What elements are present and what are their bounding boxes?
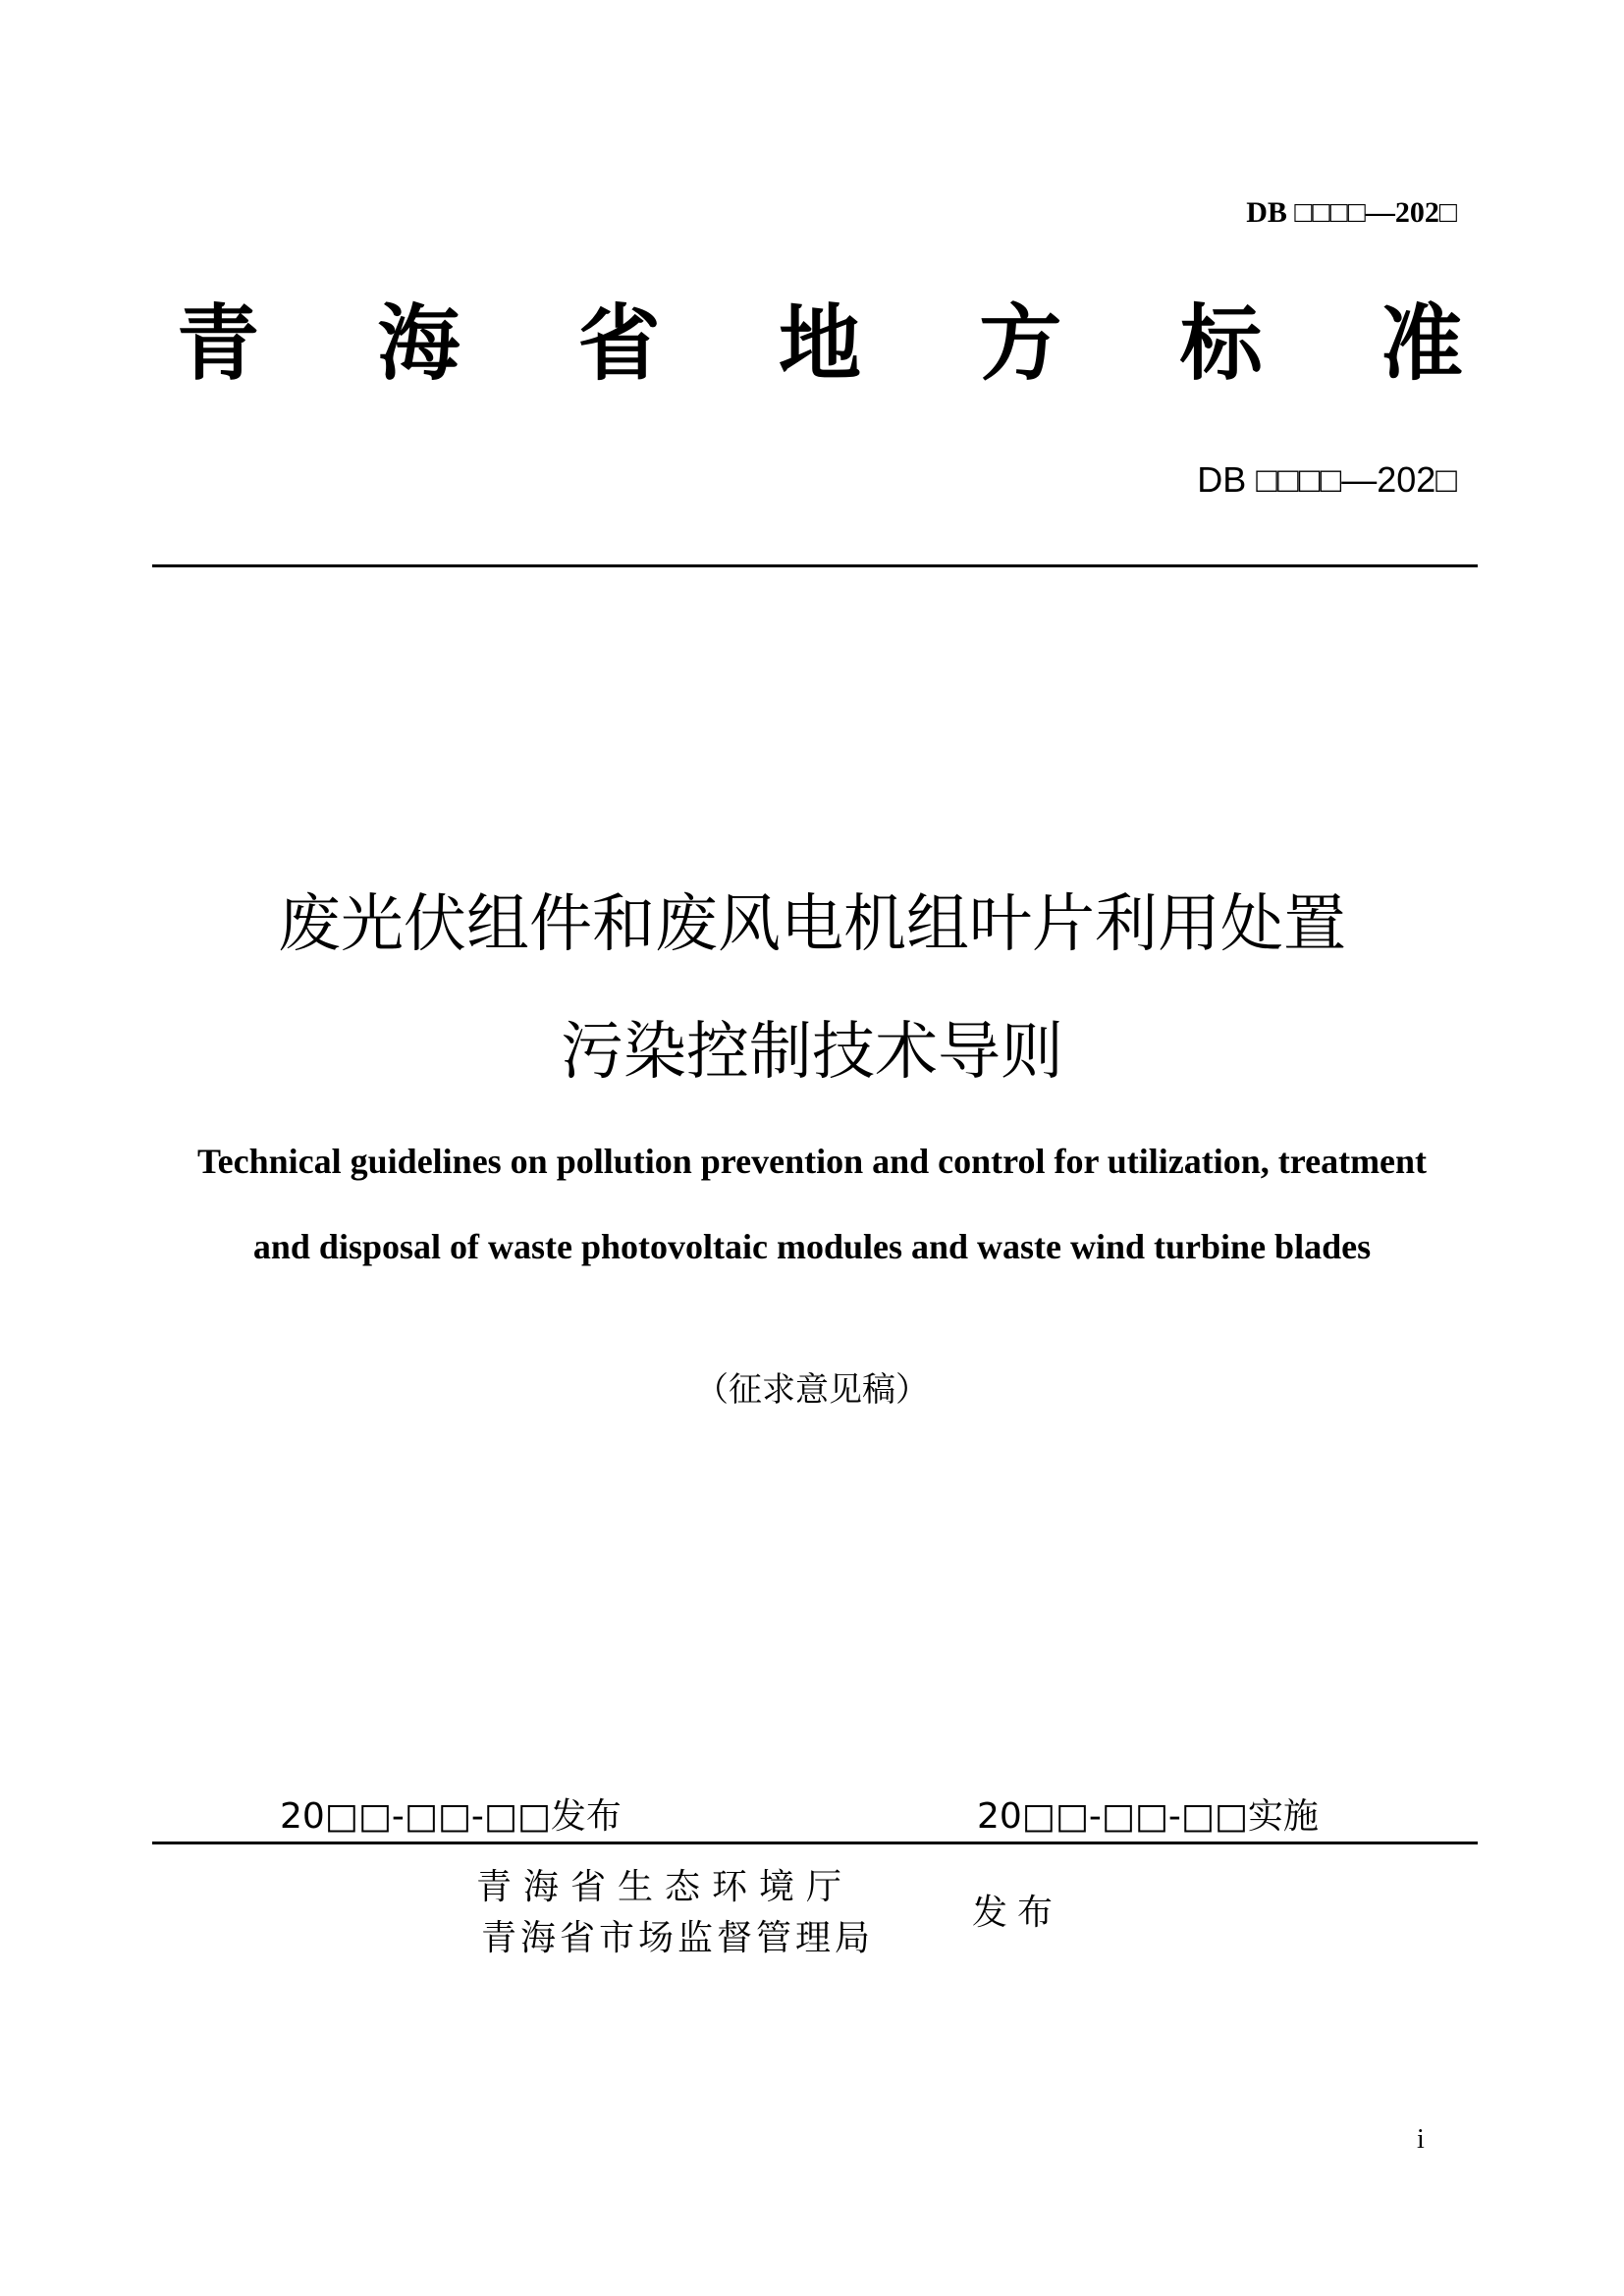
implementation-date: 20□□-□□-□□实施 bbox=[977, 1796, 1319, 1837]
issued-label: 发布 bbox=[972, 1893, 1063, 1933]
standard-title-char: 省 bbox=[577, 295, 661, 392]
header-divider bbox=[152, 564, 1478, 567]
standard-title-char: 青 bbox=[177, 295, 260, 392]
document-title-cn-line1: 废光伏组件和废风电机组叶片利用处置 bbox=[278, 888, 1346, 961]
standard-code: DB □□□□—202□ bbox=[1197, 459, 1457, 500]
draft-status-note: （征求意见稿） bbox=[695, 1370, 929, 1410]
standard-title-char: 准 bbox=[1380, 295, 1463, 392]
issue-date: 20□□-□□-□□发布 bbox=[280, 1796, 622, 1837]
standard-title-char: 方 bbox=[979, 295, 1062, 392]
issuer-market-regulation-bureau: 青海省市场监督管理局 bbox=[481, 1918, 875, 1958]
standard-type-title bbox=[177, 294, 1463, 393]
document-title-cn-line2: 污染控制技术导则 bbox=[561, 1016, 1063, 1089]
footer-divider bbox=[152, 1842, 1478, 1844]
issuer-ecology-department: 青海省生态环境厅 bbox=[476, 1867, 854, 1907]
standard-title-char: 标 bbox=[1179, 295, 1263, 392]
document-title-en: Technical guidelines on pollution prevention and control for utilization, treatment and disposal of waste photovoltaic modules and waste wind turbine blades bbox=[196, 1142, 1428, 1266]
page-number: i bbox=[1417, 2124, 1425, 2155]
top-standard-code: DB □□□□—202□ bbox=[1246, 196, 1457, 229]
standard-title-char: 地 bbox=[778, 295, 861, 392]
standard-title-char: 海 bbox=[377, 295, 460, 392]
